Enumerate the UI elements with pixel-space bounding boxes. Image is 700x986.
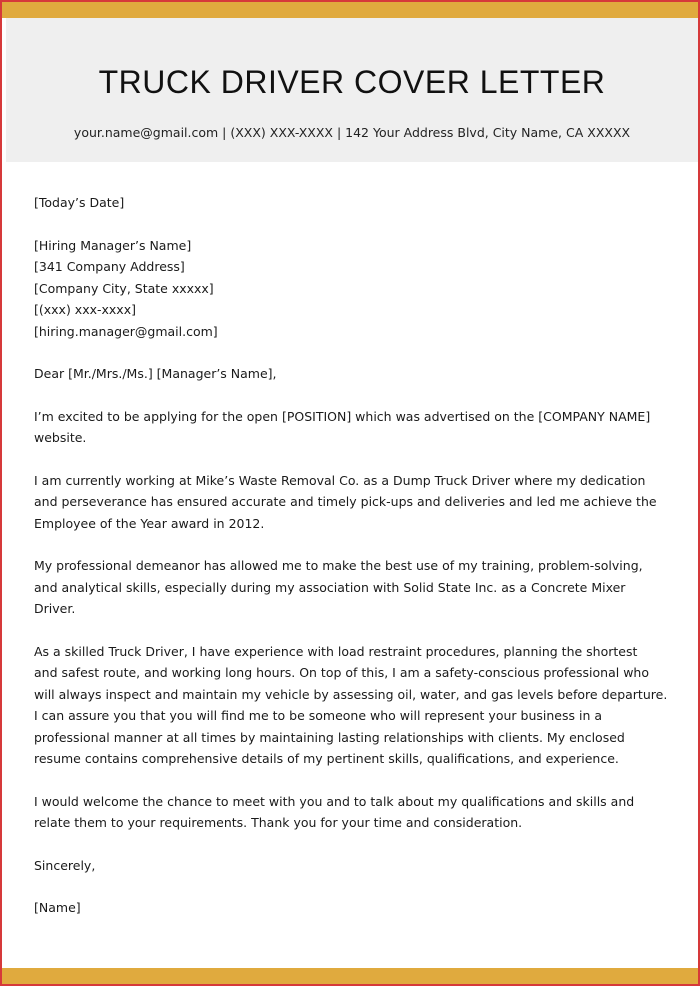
- paragraph-line: will always inspect and maintain my vehicle by assessing oil, water, and gas levels before departure.: [34, 686, 668, 702]
- recipient-phone: [(xxx) xxx-xxxx]: [34, 302, 136, 317]
- signature: [Name]: [34, 900, 81, 915]
- paragraph-line: website.: [34, 430, 87, 445]
- recipient-city: [Company City, State xxxxx]: [34, 280, 214, 296]
- paragraph-line: and safest route, and working long hours. On top of this, I am a safety-conscious professional who: [34, 665, 649, 680]
- paragraph-4: [34, 641, 676, 770]
- recipient-email: [hiring.manager@gmail.com]: [34, 323, 218, 339]
- top-accent-bar: [2, 2, 698, 18]
- contact-line: your.name@gmail.com | (XXX) XXX-XXXX | 142 Your Address Blvd, City Name, CA XXXXX: [73, 125, 631, 140]
- letter-body: [34, 192, 676, 919]
- recipient-block: [34, 235, 676, 343]
- paragraph-line: My professional demeanor has allowed me to make the best use of my training, problem-solving,: [34, 558, 643, 573]
- paragraph-line: Employee of the Year award in 2012.: [34, 515, 265, 531]
- paragraph-line: resume contains comprehensive details of my pertinent skills, qualifications, and experience.: [34, 751, 619, 766]
- paragraph-5: [34, 791, 676, 834]
- paragraph-line: Driver.: [34, 601, 76, 616]
- paragraph-2: [34, 470, 676, 535]
- bottom-accent-bar: [2, 968, 698, 984]
- paragraph-line: and analytical skills, especially during my association with Solid State Inc. as a Concrete Mixer: [34, 579, 626, 595]
- paragraph-1: [34, 406, 676, 449]
- letter-date: [Today’s Date]: [34, 195, 125, 210]
- page-title: TRUCK DRIVER COVER LETTER: [98, 64, 606, 100]
- salutation: Dear [Mr./Mrs./Ms.] [Manager’s Name],: [34, 366, 277, 381]
- paragraph-line: I am currently working at Mike’s Waste Removal Co. as a Dump Truck Driver where my dedication: [34, 472, 646, 488]
- recipient-name: [Hiring Manager’s Name]: [34, 237, 192, 253]
- paragraph-line: I can assure you that you will find me to be someone who will represent your business in a: [34, 708, 602, 723]
- closing: Sincerely,: [34, 857, 96, 873]
- letter-header: [6, 18, 698, 162]
- paragraph-line: As a skilled Truck Driver, I have experience with load restraint procedures, planning the shortest: [34, 643, 638, 659]
- recipient-address: [341 Company Address]: [34, 259, 185, 274]
- paragraph-line: relate them to your requirements. Thank you for your time and consideration.: [34, 815, 523, 830]
- paragraph-3: [34, 555, 676, 620]
- paragraph-line: professional manner at all times by maintaining lasting relationships with clients. My enclosed: [34, 729, 625, 745]
- paragraph-line: I’m excited to be applying for the open [POSITION] which was advertised on the [COMPANY NAME]: [34, 408, 651, 424]
- paragraph-line: and perseverance has ensured accurate and timely pick-ups and deliveries and led me achieve the: [34, 494, 657, 509]
- paragraph-line: I would welcome the chance to meet with you and to talk about my qualifications and skills and: [34, 793, 635, 809]
